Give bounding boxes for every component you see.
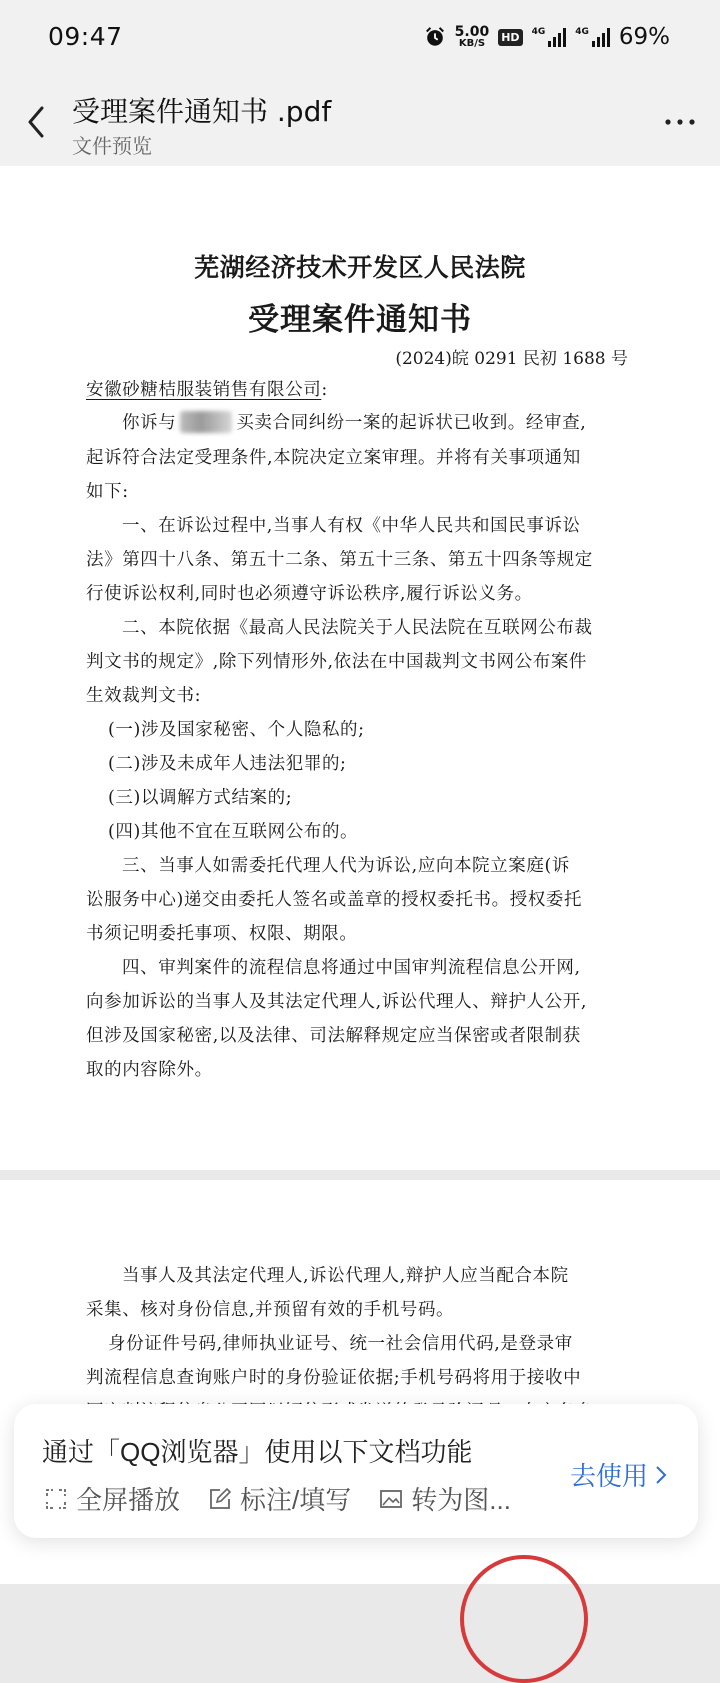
promo-features bbox=[44, 1480, 511, 1517]
paragraph-line: 四、审判案件的流程信息将通过中国审判流程信息公开网, bbox=[122, 958, 581, 978]
p1-prefix: 你诉与 bbox=[122, 413, 177, 433]
feature-fullscreen[interactable] bbox=[44, 1480, 180, 1517]
list-item: (二)涉及未成年人违法犯罪的; bbox=[108, 754, 347, 774]
redacted-name bbox=[180, 411, 232, 433]
chevron-left-icon[interactable] bbox=[22, 102, 52, 142]
feature-label: 全屏播放 bbox=[76, 1485, 181, 1515]
feature-to-image[interactable] bbox=[379, 1480, 511, 1517]
net-speed-value: 5.00 bbox=[454, 24, 490, 40]
paragraph-line: 生效裁判文书: bbox=[86, 686, 202, 706]
fullscreen-icon bbox=[44, 1487, 68, 1511]
paragraph-line: 向参加诉讼的当事人及其法定代理人,诉讼代理人、辩护人公开, bbox=[86, 992, 588, 1012]
notice-title: 受理案件通知书 bbox=[248, 302, 472, 338]
court-name: 芜湖经济技术开发区人民法院 bbox=[194, 253, 526, 282]
paragraph-line: 取的内容除外。 bbox=[86, 1060, 213, 1080]
pdf-page-1[interactable] bbox=[0, 166, 720, 1170]
paragraph-line: 判文书的规定》,除下列情形外,依法在中国裁判文书网公布案件 bbox=[86, 652, 588, 672]
paragraph-line: 起诉符合法定受理条件,本院决定立案审理。并将有关事项通知 bbox=[86, 448, 581, 468]
list-item: (三)以调解方式结案的; bbox=[108, 788, 293, 808]
qq-browser-promo-card[interactable] bbox=[14, 1404, 698, 1538]
list-item: (四)其他不宜在互联网公布的。 bbox=[108, 822, 359, 842]
status-icons bbox=[424, 24, 670, 50]
feature-annotate[interactable] bbox=[208, 1480, 351, 1517]
go-use-button[interactable] bbox=[570, 1456, 668, 1493]
addressee-suffix: : bbox=[321, 380, 328, 400]
paragraph-line: 三、当事人如需委托代理人代为诉讼,应向本院立案庭(诉 bbox=[122, 856, 570, 876]
addressee: 安徽砂糖桔服装销售有限公司 bbox=[86, 380, 322, 400]
paragraph-line: 二、本院依据《最高人民法院关于人民法院在互联网公布裁 bbox=[122, 618, 593, 638]
p1-suffix: 买卖合同纠纷一案的起诉状已收到。经审查, bbox=[236, 413, 587, 433]
signal-net-label: 4G bbox=[575, 27, 589, 37]
status-bar bbox=[0, 0, 720, 80]
image-icon bbox=[379, 1487, 403, 1511]
list-item: (一)涉及国家秘密、个人隐私的; bbox=[108, 720, 365, 740]
feature-label: 转为图... bbox=[411, 1485, 511, 1515]
paragraph-line: 当事人及其法定代理人,诉讼代理人,辩护人应当配合本院 bbox=[122, 1266, 569, 1286]
paragraph-line: 身份证件号码,律师执业证号、统一社会信用代码,是登录审 bbox=[108, 1334, 573, 1354]
chevron-right-icon bbox=[654, 1464, 668, 1486]
court-seal bbox=[460, 1555, 588, 1683]
paragraph-line: 讼服务中心)递交由委托人签名或盖章的授权委托书。授权委托 bbox=[86, 890, 583, 910]
signal-icon bbox=[575, 27, 610, 47]
hd-icon: HD bbox=[498, 29, 522, 46]
paragraph-line: 但涉及国家秘密,以及法律、司法解释规定应当保密或者限制获 bbox=[86, 1026, 581, 1046]
feature-label: 标注/填写 bbox=[240, 1485, 352, 1515]
page-subtitle: 文件预览 bbox=[72, 134, 152, 158]
net-speed-unit: KB/S bbox=[458, 38, 486, 49]
paragraph-line: 判流程信息查询账户时的身份验证依据;手机号码将用于接收中 bbox=[86, 1368, 582, 1388]
net-speed bbox=[455, 25, 490, 49]
promo-text: 通过「QQ浏览器」使用以下文档功能 bbox=[42, 1437, 473, 1467]
addressee-line bbox=[86, 376, 328, 401]
battery-level: 69% bbox=[618, 24, 670, 50]
paragraph-line: 法》第四十八条、第五十二条、第五十三条、第五十四条等规定 bbox=[86, 550, 593, 570]
paragraph-line bbox=[122, 409, 586, 434]
paragraph-line: 一、在诉讼过程中,当事人有权《中华人民共和国民事诉讼 bbox=[122, 516, 581, 536]
signal-icon bbox=[532, 27, 567, 47]
alarm-icon bbox=[424, 26, 446, 48]
go-use-label: 去使用 bbox=[569, 1461, 648, 1491]
edit-icon bbox=[208, 1487, 232, 1511]
more-icon[interactable] bbox=[660, 106, 700, 136]
paragraph-line: 书须记明委托事项、权限、期限。 bbox=[86, 924, 358, 944]
paragraph-line: 如下: bbox=[86, 482, 129, 502]
paragraph-line: 行使诉讼权利,同时也必须遵守诉讼秩序,履行诉讼义务。 bbox=[86, 584, 533, 604]
status-time: 09:47 bbox=[48, 22, 123, 51]
paragraph-line: 采集、核对身份信息,并预留有效的手机号码。 bbox=[86, 1300, 455, 1320]
page-title: 受理案件通知书 .pdf bbox=[72, 95, 332, 128]
signal-net-label: 4G bbox=[531, 27, 546, 37]
case-number: (2024)皖 0291 民初 1688 号 bbox=[395, 349, 628, 369]
app-header bbox=[0, 80, 720, 166]
